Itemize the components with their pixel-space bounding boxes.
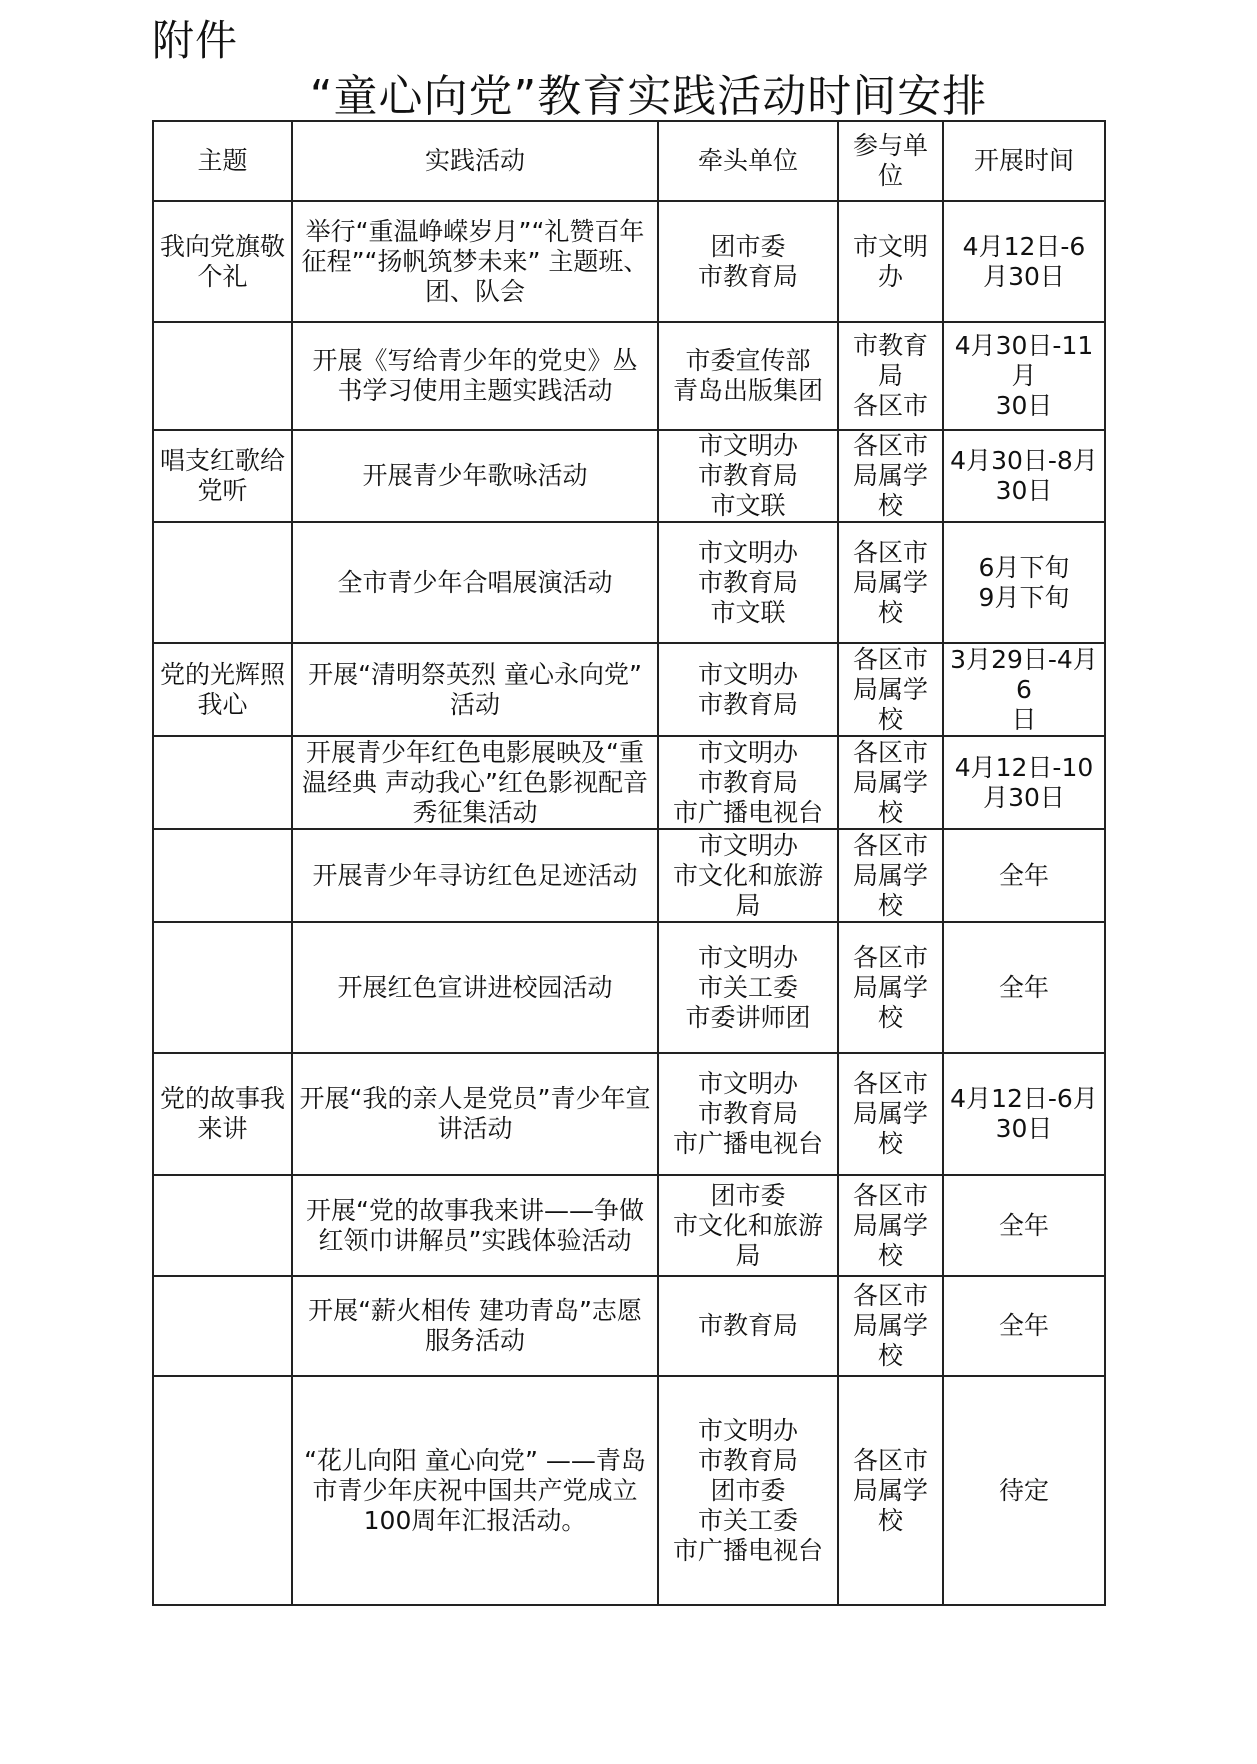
cell-participants: 各区市 局属学 校 xyxy=(838,1276,943,1376)
cell-lead: 市教育局 xyxy=(658,1276,838,1376)
cell-theme: 党的故事我 来讲 xyxy=(153,1053,292,1175)
cell-participants: 各区市 局属学 校 xyxy=(838,829,943,922)
cell-theme xyxy=(153,736,292,829)
cell-time: 全年 xyxy=(943,1276,1105,1376)
cell-activity: 开展红色宣讲进校园活动 xyxy=(292,922,658,1053)
cell-time: 6月下旬 9月下旬 xyxy=(943,522,1105,643)
cell-time: 待定 xyxy=(943,1376,1105,1605)
table-row xyxy=(153,1175,1105,1276)
cell-time: 4月12日-6 月30日 xyxy=(943,201,1105,322)
cell-participants: 各区市 局属学 校 xyxy=(838,522,943,643)
cell-activity: 开展“我的亲人是党员”青少年宣 讲活动 xyxy=(292,1053,658,1175)
cell-participants: 各区市 局属学 校 xyxy=(838,430,943,522)
table-row xyxy=(153,1276,1105,1376)
cell-participants: 市文明 办 xyxy=(838,201,943,322)
cell-participants: 各区市 局属学 校 xyxy=(838,922,943,1053)
cell-activity: 开展青少年红色电影展映及“重 温经典 声动我心”红色影视配音 秀征集活动 xyxy=(292,736,658,829)
table-row xyxy=(153,430,1105,522)
cell-lead: 团市委 市教育局 xyxy=(658,201,838,322)
cell-theme xyxy=(153,829,292,922)
cell-lead: 市文明办 市关工委 市委讲师团 xyxy=(658,922,838,1053)
header-theme: 主题 xyxy=(153,121,292,201)
cell-time: 全年 xyxy=(943,829,1105,922)
cell-lead: 团市委 市文化和旅游 局 xyxy=(658,1175,838,1276)
cell-lead: 市文明办 市教育局 xyxy=(658,643,838,736)
cell-lead: 市委宣传部 青岛出版集团 xyxy=(658,322,838,430)
cell-time: 4月12日-6月 30日 xyxy=(943,1053,1105,1175)
cell-theme: 党的光辉照 我心 xyxy=(153,643,292,736)
table-row xyxy=(153,736,1105,829)
document-title: “童心向党”教育实践活动时间安排 xyxy=(309,71,988,122)
cell-activity: 开展青少年寻访红色足迹活动 xyxy=(292,829,658,922)
table-header-row xyxy=(153,121,1105,201)
cell-theme xyxy=(153,1276,292,1376)
table-row xyxy=(153,522,1105,643)
cell-lead: 市文明办 市文化和旅游 局 xyxy=(658,829,838,922)
header-participants: 参与单 位 xyxy=(838,121,943,201)
table-row xyxy=(153,201,1105,322)
cell-time: 全年 xyxy=(943,1175,1105,1276)
table-row xyxy=(153,1053,1105,1175)
cell-theme: 唱支红歌给 党听 xyxy=(153,430,292,522)
cell-theme xyxy=(153,1376,292,1605)
cell-participants: 各区市 局属学 校 xyxy=(838,1376,943,1605)
cell-activity: “花儿向阳 童心向党” ——青岛 市青少年庆祝中国共产党成立 100周年汇报活动。 xyxy=(292,1376,658,1605)
table-row xyxy=(153,1376,1105,1605)
table-row xyxy=(153,922,1105,1053)
attachment-label: 附件 xyxy=(152,16,239,65)
cell-participants: 各区市 局属学 校 xyxy=(838,1053,943,1175)
cell-participants: 各区市 局属学 校 xyxy=(838,643,943,736)
cell-time: 3月29日-4月6 日 xyxy=(943,643,1105,736)
cell-time: 4月30日-8月 30日 xyxy=(943,430,1105,522)
cell-activity: 开展“薪火相传 建功青岛”志愿 服务活动 xyxy=(292,1276,658,1376)
cell-activity: 开展“党的故事我来讲——争做 红领巾讲解员”实践体验活动 xyxy=(292,1175,658,1276)
cell-time: 全年 xyxy=(943,922,1105,1053)
cell-theme xyxy=(153,522,292,643)
table-row xyxy=(153,829,1105,922)
header-activity: 实践活动 xyxy=(292,121,658,201)
header-time: 开展时间 xyxy=(943,121,1105,201)
cell-lead: 市文明办 市教育局 市广播电视台 xyxy=(658,736,838,829)
cell-activity: 开展青少年歌咏活动 xyxy=(292,430,658,522)
cell-lead: 市文明办 市教育局 市文联 xyxy=(658,430,838,522)
cell-lead: 市文明办 市教育局 市广播电视台 xyxy=(658,1053,838,1175)
table-row xyxy=(153,643,1105,736)
cell-activity: 全市青少年合唱展演活动 xyxy=(292,522,658,643)
cell-lead: 市文明办 市教育局 团市委 市关工委 市广播电视台 xyxy=(658,1376,838,1605)
cell-theme xyxy=(153,322,292,430)
cell-theme xyxy=(153,922,292,1053)
cell-activity: 举行“重温峥嵘岁月”“礼赞百年 征程”“扬帆筑梦未来” 主题班、 团、队会 xyxy=(292,201,658,322)
cell-participants: 市教育 局 各区市 xyxy=(838,322,943,430)
cell-participants: 各区市 局属学 校 xyxy=(838,1175,943,1276)
cell-participants: 各区市 局属学 校 xyxy=(838,736,943,829)
schedule-table xyxy=(152,120,1106,1606)
table-row xyxy=(153,322,1105,430)
cell-activity: 开展《写给青少年的党史》丛 书学习使用主题实践活动 xyxy=(292,322,658,430)
cell-theme: 我向党旗敬 个礼 xyxy=(153,201,292,322)
header-lead: 牵头单位 xyxy=(658,121,838,201)
cell-time: 4月30日-11月 30日 xyxy=(943,322,1105,430)
cell-lead: 市文明办 市教育局 市文联 xyxy=(658,522,838,643)
cell-time: 4月12日-10 月30日 xyxy=(943,736,1105,829)
cell-theme xyxy=(153,1175,292,1276)
cell-activity: 开展“清明祭英烈 童心永向党” 活动 xyxy=(292,643,658,736)
